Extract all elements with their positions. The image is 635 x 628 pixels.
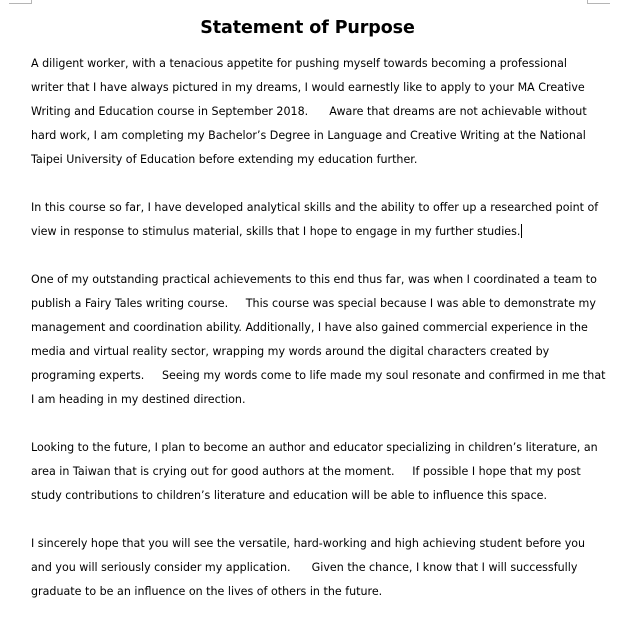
text-line[interactable]: view in response to stimulus material, skills that I hope to engage in my further studies. <box>31 225 521 238</box>
paragraph-future[interactable] <box>31 436 598 508</box>
text-line[interactable]: graduate to be an influence on the lives of others in the future. <box>31 585 383 598</box>
paragraph-intro[interactable] <box>31 52 591 172</box>
text-line[interactable]: Writing and Education course in September 2018. Aware that dreams are not achievable without <box>31 105 587 118</box>
text-line[interactable]: hard work, I am completing my Bachelor’s Degree in Language and Creative Writing at the National <box>31 129 586 142</box>
text-line[interactable]: Taipei University of Education before extending my education further. <box>31 153 418 166</box>
text-line[interactable]: and you will seriously consider my application. Given the chance, I know that I will successfully <box>31 561 578 574</box>
page-corner-mark-right <box>587 0 610 4</box>
text-line[interactable]: A diligent worker, with a tenacious appetite for pushing myself towards becoming a professional <box>31 57 567 70</box>
text-line[interactable]: I am heading in my destined direction. <box>31 393 246 406</box>
paragraph-skills[interactable] <box>31 196 599 244</box>
document-body[interactable] <box>31 52 606 628</box>
paragraph-achievements[interactable] <box>31 268 606 412</box>
text-line[interactable]: Looking to the future, I plan to become an author and educator specializing in children’s literature, an <box>31 441 598 454</box>
text-line[interactable]: management and coordination ability. Additionally, I have also gained commercial experience in the <box>31 321 588 334</box>
document-title[interactable]: Statement of Purpose <box>200 18 415 38</box>
text-line[interactable]: In this course so far, I have developed analytical skills and the ability to offer up a researched point of <box>31 201 599 214</box>
text-line-with-cursor[interactable] <box>31 220 591 244</box>
text-line[interactable]: programing experts. Seeing my words come to life made my soul resonate and confirmed in me that <box>31 369 606 382</box>
text-line[interactable]: media and virtual reality sector, wrapping my words around the digital characters created by <box>31 345 550 358</box>
text-line[interactable]: study contributions to children’s literature and education will be able to influence this space. <box>31 489 548 502</box>
page-corner-mark-left <box>9 0 32 4</box>
text-line[interactable]: area in Taiwan that is crying out for good authors at the moment. If possible I hope that my post <box>31 465 581 478</box>
text-cursor <box>521 224 522 238</box>
text-line[interactable]: I sincerely hope that you will see the versatile, hard-working and high achieving student before you <box>31 537 586 550</box>
paragraph-closing[interactable] <box>31 532 591 604</box>
text-line[interactable]: publish a Fairy Tales writing course. This course was special because I was able to demonstrate my <box>31 297 596 310</box>
text-line[interactable]: One of my outstanding practical achievements to this end thus far, was when I coordinated a team to <box>31 273 597 286</box>
text-line[interactable]: writer that I have always pictured in my dreams, I would earnestly like to apply to your MA Creative <box>31 81 585 94</box>
